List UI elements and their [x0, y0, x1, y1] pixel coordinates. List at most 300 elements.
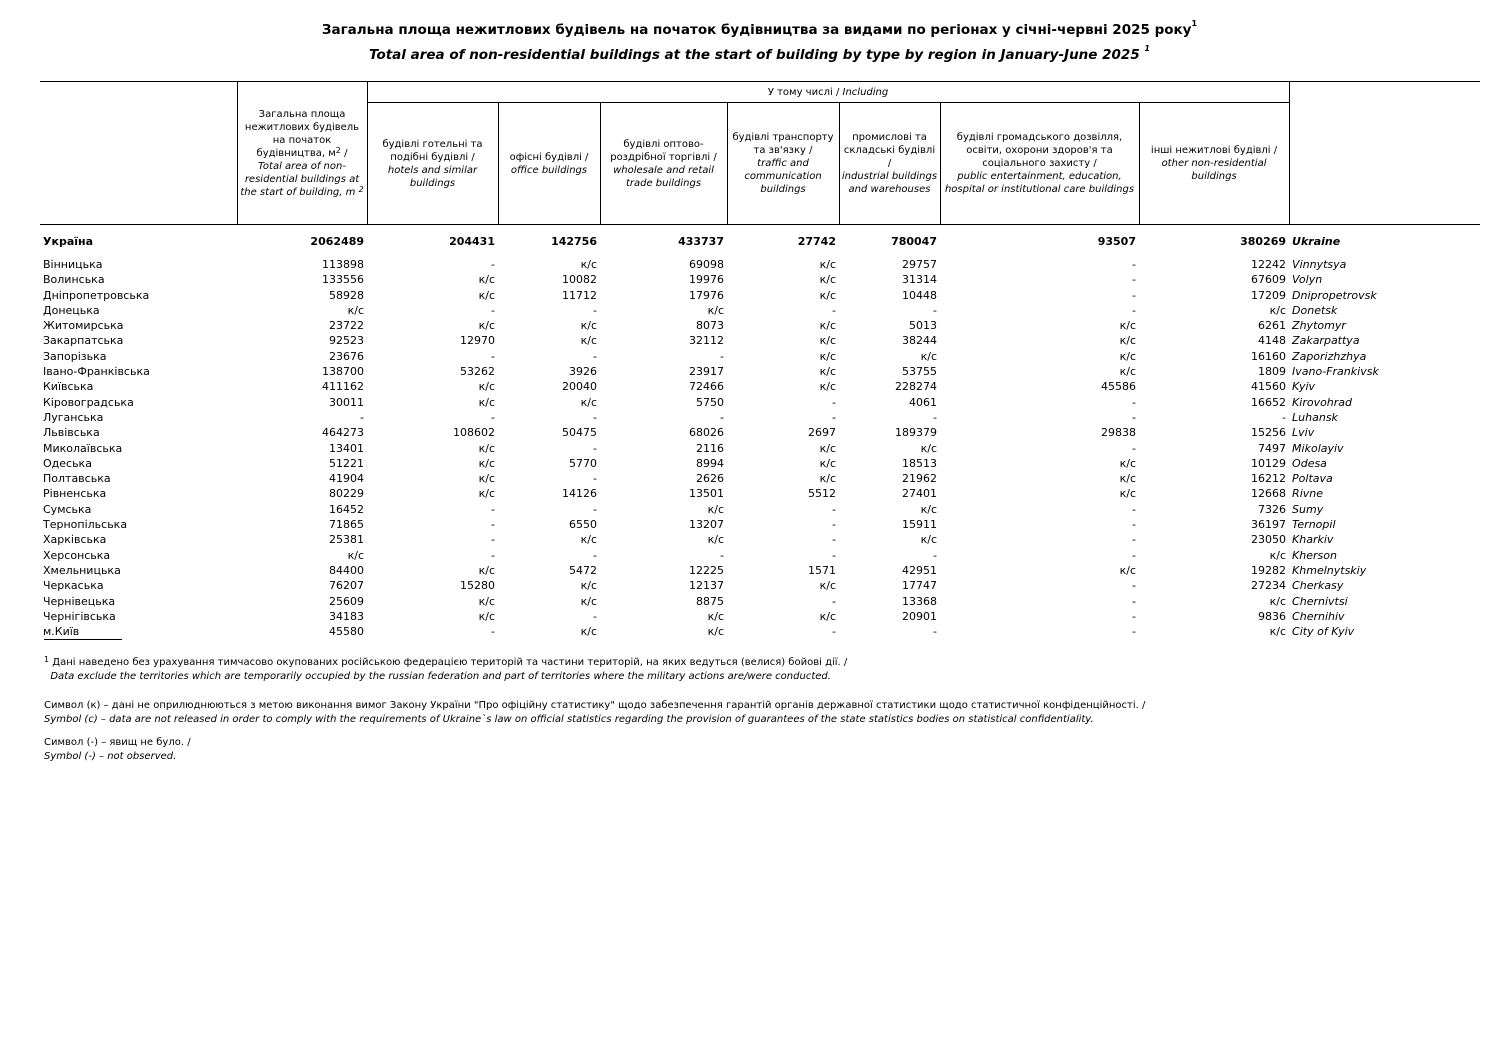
value-trade: 12225 [689, 563, 724, 577]
table-row [40, 318, 1480, 333]
value-transport: - [832, 502, 836, 516]
value-offices: 50475 [562, 426, 597, 440]
value-total: 41904 [329, 472, 364, 486]
region-name-en: Vinnytsya [1292, 258, 1347, 271]
header-region-blank [40, 82, 237, 225]
value-other: 23050 [1251, 533, 1287, 547]
value-other: 10129 [1251, 456, 1287, 470]
value-hotels: 53262 [460, 365, 495, 379]
table-row [40, 456, 1480, 471]
value-transport: к/с [819, 579, 836, 593]
value-offices: к/с [580, 395, 597, 409]
region-name: Закарпатська [43, 334, 124, 348]
value-hotels: - [491, 303, 495, 317]
region-name: Хмельницька [43, 563, 121, 577]
value-transport: к/с [819, 258, 836, 271]
value-total: 80229 [329, 487, 364, 501]
table-row [40, 333, 1480, 348]
table-row [40, 471, 1480, 486]
value-total: 25381 [329, 533, 364, 547]
value-public: 29838 [1101, 426, 1136, 440]
value-industrial: к/с [920, 533, 937, 547]
value-public: к/с [1119, 487, 1136, 501]
value-total: 23676 [329, 349, 364, 363]
value-public: - [1132, 303, 1136, 317]
value-other: к/с [1269, 625, 1287, 639]
value-trade: к/с [707, 502, 724, 516]
value-public: - [1132, 395, 1136, 409]
value-offices: к/с [580, 625, 597, 639]
value-hotels: 108602 [453, 426, 495, 440]
value-public: к/с [1119, 334, 1136, 348]
value-total: 2062489 [310, 235, 364, 248]
value-hotels: к/с [478, 472, 495, 486]
value-hotels: 12970 [460, 334, 495, 348]
header-trade: будівлі оптово-роздрібної торгівлі / wholesale and retail trade buildings [600, 103, 727, 225]
region-name-en: Lviv [1292, 426, 1315, 440]
table-row [40, 303, 1480, 318]
region-name-en: Zaporizhzhya [1292, 349, 1367, 363]
value-hotels: 15280 [460, 579, 495, 593]
value-industrial: 20901 [902, 609, 937, 623]
value-trade: 72466 [689, 380, 724, 394]
value-offices: к/с [580, 319, 597, 333]
value-trade: к/с [707, 303, 724, 317]
value-total: 138700 [322, 365, 364, 379]
region-name-en: City of Kyiv [1292, 625, 1355, 639]
value-offices: - [593, 441, 597, 455]
value-trade: 8073 [696, 319, 724, 333]
value-total: - [360, 410, 364, 424]
table-row [40, 395, 1480, 410]
value-industrial: 4061 [909, 395, 937, 409]
value-industrial: к/с [920, 441, 937, 455]
table-row [40, 257, 1480, 272]
value-trade: к/с [707, 533, 724, 547]
value-industrial: 31314 [902, 273, 937, 287]
table-row-total [40, 225, 1480, 254]
value-transport: к/с [819, 288, 836, 302]
value-total: к/с [347, 548, 364, 562]
value-total: 92523 [329, 334, 364, 348]
value-public: к/с [1119, 319, 1136, 333]
region-name-en: Zhytomyr [1292, 319, 1346, 333]
value-trade: 13207 [689, 518, 724, 532]
table-row [40, 364, 1480, 379]
value-transport: - [832, 625, 836, 639]
value-other: - [1282, 410, 1287, 424]
value-public: - [1132, 518, 1136, 532]
value-other: 380269 [1240, 235, 1287, 248]
region-name: Чернівецька [43, 594, 116, 608]
footnote-separator [44, 639, 122, 640]
value-trade: 8994 [696, 456, 724, 470]
value-industrial: - [933, 548, 937, 562]
value-public: - [1132, 609, 1136, 623]
table-row [40, 609, 1480, 624]
value-other: 4148 [1258, 334, 1287, 348]
region-name-en: Kherson [1292, 548, 1337, 562]
header-including: У тому числі / Including [367, 82, 1289, 103]
region-name-en: Zakarpattya [1292, 334, 1360, 348]
value-trade: к/с [707, 625, 724, 639]
region-name-en: Ivano-Frankivsk [1292, 365, 1379, 379]
value-offices: 20040 [562, 380, 597, 394]
value-transport: к/с [819, 456, 836, 470]
value-other: 7497 [1258, 441, 1287, 455]
region-name-en: Cherkasy [1292, 579, 1344, 593]
value-hotels: к/с [478, 395, 495, 409]
value-transport: 2697 [808, 426, 836, 440]
value-other: 41560 [1251, 380, 1287, 394]
value-trade: 23917 [689, 365, 724, 379]
footnote-territories: $^1$ Дані наведено без урахування тимчасово окупованих російською федерацією територій та частини територій, на яких ведуться (велися) бойові дії. / Data exclude the territories which are temporarily occupied by the russian federation and part of territories where the military actions are/were conducted. [44, 655, 848, 682]
value-industrial: 38244 [902, 334, 937, 348]
value-transport: 27742 [797, 235, 836, 248]
table-row [40, 349, 1480, 364]
value-offices: - [593, 609, 597, 623]
table-row [40, 594, 1480, 609]
region-name: Тернопільська [43, 518, 128, 532]
value-hotels: - [491, 502, 495, 516]
value-industrial: к/с [920, 502, 937, 516]
header-public: будівлі громадського дозвілля, освіти, охорони здоров'я та соціального захисту / public entertainment, education, hospital or institutional care buildings [940, 103, 1139, 225]
value-transport: 5512 [808, 487, 836, 501]
table-row [40, 272, 1480, 287]
value-total: 23722 [329, 319, 364, 333]
value-industrial: 10448 [902, 288, 937, 302]
value-industrial: 21962 [902, 472, 937, 486]
region-name-en: Dnipropetrovsk [1292, 288, 1377, 302]
region-name-en: Rivne [1292, 487, 1323, 501]
table-row [40, 578, 1480, 593]
value-offices: к/с [580, 334, 597, 348]
value-offices: 14126 [562, 487, 597, 501]
value-public: - [1132, 579, 1136, 593]
value-other: 19282 [1251, 563, 1287, 577]
region-name: Черкаська [43, 579, 104, 593]
table-row [40, 548, 1480, 563]
value-offices: 11712 [562, 288, 597, 302]
value-offices: - [593, 349, 597, 363]
value-trade: 69098 [689, 258, 724, 271]
value-transport: к/с [819, 365, 836, 379]
value-industrial: 13368 [902, 594, 937, 608]
value-trade: 2626 [696, 472, 724, 486]
region-name-en: Kirovohrad [1292, 395, 1353, 409]
region-name-en: Kharkiv [1292, 533, 1334, 547]
value-total: к/с [347, 303, 364, 317]
value-offices: к/с [580, 594, 597, 608]
table-row [40, 486, 1480, 501]
value-transport: к/с [819, 273, 836, 287]
value-offices: - [593, 548, 597, 562]
region-name: Львівська [43, 426, 100, 440]
table-row [40, 532, 1480, 547]
value-total: 16452 [329, 502, 364, 516]
region-name-en: Sumy [1292, 502, 1324, 516]
value-transport: к/с [819, 609, 836, 623]
region-name: Сумська [43, 502, 92, 516]
header-other: інші нежитлові будівлі / other non-residential buildings [1139, 103, 1289, 225]
value-hotels: - [491, 258, 495, 271]
value-hotels: - [491, 548, 495, 562]
value-public: - [1132, 288, 1136, 302]
value-public: - [1132, 548, 1136, 562]
region-name: Миколаївська [43, 441, 123, 455]
region-name-en: Donetsk [1292, 303, 1338, 317]
value-public: 45586 [1101, 380, 1136, 394]
region-name: Дніпропетровська [43, 288, 150, 302]
region-name: Рівненська [43, 487, 107, 501]
value-transport: к/с [819, 319, 836, 333]
value-offices: к/с [580, 258, 597, 271]
region-name: Луганська [43, 410, 104, 424]
value-other: 9836 [1258, 609, 1287, 623]
value-hotels: к/с [478, 319, 495, 333]
region-name-en: Chernihiv [1292, 609, 1345, 623]
region-name-en: Odesa [1292, 456, 1327, 470]
value-trade: 433737 [678, 235, 724, 248]
value-trade: 32112 [689, 334, 724, 348]
value-industrial: 5013 [909, 319, 937, 333]
value-offices: 10082 [562, 273, 597, 287]
value-public: 93507 [1097, 235, 1136, 248]
value-industrial: - [933, 625, 937, 639]
value-total: 464273 [322, 426, 364, 440]
header-region-en-blank [1289, 82, 1480, 225]
table-row [40, 410, 1480, 425]
value-transport: к/с [819, 334, 836, 348]
value-other: 16212 [1251, 472, 1287, 486]
value-offices: - [593, 303, 597, 317]
region-name-en: Ternopil [1292, 518, 1336, 532]
value-public: - [1132, 533, 1136, 547]
value-offices: 6550 [569, 518, 597, 532]
value-total: 133556 [322, 273, 364, 287]
value-transport: - [832, 594, 836, 608]
value-public: - [1132, 625, 1136, 639]
value-trade: 19976 [689, 273, 724, 287]
value-total: 34183 [329, 609, 364, 623]
region-name: Донецька [43, 303, 100, 317]
value-hotels: 204431 [449, 235, 495, 248]
value-industrial: 17747 [902, 579, 937, 593]
value-other: 16652 [1251, 395, 1287, 409]
header-industrial: промислові та складські будівлі / industrial buildings and warehouses [839, 103, 940, 225]
value-hotels: к/с [478, 563, 495, 577]
value-trade: 5750 [696, 395, 724, 409]
value-total: 13401 [329, 441, 364, 455]
region-name: Україна [43, 235, 94, 248]
value-industrial: 29757 [902, 258, 937, 271]
value-public: - [1132, 594, 1136, 608]
value-total: 76207 [329, 579, 364, 593]
value-hotels: - [491, 518, 495, 532]
value-public: - [1132, 502, 1136, 516]
region-name-en: Mikolayiv [1292, 441, 1344, 455]
value-trade: - [720, 410, 724, 424]
value-transport: - [832, 410, 836, 424]
region-name: Запорізька [43, 349, 107, 363]
value-total: 113898 [322, 258, 364, 271]
value-offices: 5472 [569, 563, 597, 577]
value-transport: - [832, 548, 836, 562]
value-industrial: 780047 [891, 235, 937, 248]
value-hotels: к/с [478, 594, 495, 608]
region-name: м.Київ [43, 625, 80, 639]
value-public: к/с [1119, 349, 1136, 363]
value-public: к/с [1119, 563, 1136, 577]
footnote-not-observed: Символ (-) – явищ не було. / Symbol (-) – not observed. [44, 737, 191, 762]
value-offices: - [593, 472, 597, 486]
header-offices: офісні будівлі / office buildings [498, 103, 600, 225]
value-hotels: - [491, 410, 495, 424]
value-industrial: к/с [920, 349, 937, 363]
region-name-en: Khmelnytskiy [1292, 563, 1367, 577]
region-name-en: Chernivtsi [1292, 594, 1348, 608]
value-industrial: 228274 [895, 380, 937, 394]
value-industrial: 42951 [902, 563, 937, 577]
value-other: 6261 [1258, 319, 1287, 333]
value-total: 411162 [322, 380, 364, 394]
value-transport: 1571 [808, 563, 836, 577]
region-name: Харківська [43, 533, 107, 547]
value-trade: к/с [707, 609, 724, 623]
title-ukrainian: Загальна площа нежитлових будівель на початок будівництва за видами по регіонах у січні-червні 2025 року$^1$ [321, 19, 1198, 38]
value-offices: к/с [580, 579, 597, 593]
value-other: к/с [1269, 594, 1287, 608]
region-name: Волинська [43, 273, 105, 287]
value-other: 16160 [1251, 349, 1287, 363]
value-public: - [1132, 410, 1136, 424]
value-total: 84400 [329, 563, 364, 577]
value-trade: 13501 [689, 487, 724, 501]
value-total: 58928 [329, 288, 364, 302]
data-table [40, 81, 1480, 639]
region-name-en: Ukraine [1292, 235, 1341, 248]
table-row [40, 517, 1480, 532]
value-public: - [1132, 258, 1136, 271]
value-offices: к/с [580, 533, 597, 547]
value-industrial: 15911 [902, 518, 937, 532]
value-other: 7326 [1258, 502, 1287, 516]
value-transport: - [832, 518, 836, 532]
value-other: 36197 [1251, 518, 1287, 532]
value-transport: к/с [819, 349, 836, 363]
value-hotels: - [491, 349, 495, 363]
value-other: к/с [1269, 303, 1287, 317]
value-other: 67609 [1251, 273, 1287, 287]
footnote-confidential: Символ (к) – дані не оприлюднюються з метою виконання вимог Закону України "Про офіційну статистику" щодо забезпечення гарантій органів державної статистики щодо статистичної конфіденційності. / Symbol (c) – data are not released in order to comply with the requirements of Ukraine`s law on official statistics regarding the provision of guarantees of the state statistics bodies on statistical confidentiality. [44, 700, 1146, 725]
value-other: 17209 [1251, 288, 1287, 302]
value-trade: 17976 [689, 288, 724, 302]
value-other: 27234 [1251, 579, 1287, 593]
value-industrial: 18513 [902, 456, 937, 470]
value-transport: к/с [819, 380, 836, 394]
table-row [40, 502, 1480, 517]
value-offices: 5770 [569, 456, 597, 470]
value-other: 12242 [1251, 258, 1287, 271]
region-name-en: Luhansk [1292, 410, 1338, 424]
value-public: - [1132, 273, 1136, 287]
region-name-en: Kyiv [1292, 380, 1316, 394]
value-transport: - [832, 533, 836, 547]
table-row [40, 441, 1480, 456]
value-public: - [1132, 441, 1136, 455]
value-industrial: 189379 [895, 426, 937, 440]
value-hotels: к/с [478, 288, 495, 302]
value-trade: 12137 [689, 579, 724, 593]
value-hotels: к/с [478, 456, 495, 470]
header-hotels: будівлі готельні та подібні будівлі / hotels and similar buildings [367, 103, 498, 225]
value-total: 25609 [329, 594, 364, 608]
value-public: к/с [1119, 472, 1136, 486]
region-name-en: Poltava [1292, 472, 1333, 486]
table-body [40, 225, 1480, 640]
table-row [40, 379, 1480, 394]
header-total-area: Загальна площа нежитлових будівель на початок будівництва, $м^2$ / Total area of non-residential buildings at the start of building, m $^2$ [237, 82, 367, 225]
value-transport: к/с [819, 441, 836, 455]
value-hotels: к/с [478, 380, 495, 394]
value-offices: 142756 [551, 235, 597, 248]
value-hotels: к/с [478, 441, 495, 455]
value-trade: 8875 [696, 594, 724, 608]
value-total: 71865 [329, 518, 364, 532]
value-total: 51221 [329, 456, 364, 470]
region-name: Одеська [43, 456, 92, 470]
value-transport: - [832, 395, 836, 409]
region-name: Київська [43, 380, 94, 394]
value-hotels: к/с [478, 609, 495, 623]
value-hotels: к/с [478, 487, 495, 501]
value-hotels: - [491, 625, 495, 639]
value-total: 30011 [329, 395, 364, 409]
value-other: к/с [1269, 548, 1287, 562]
value-industrial: 53755 [902, 365, 937, 379]
value-public: к/с [1119, 365, 1136, 379]
value-total: 45580 [329, 625, 364, 639]
region-name: Полтавська [43, 472, 111, 486]
table-row [40, 425, 1480, 440]
region-name: Житомирська [43, 319, 124, 333]
value-offices: 3926 [569, 365, 597, 379]
region-name: Івано-Франківська [43, 365, 150, 379]
table-row [40, 624, 1480, 639]
value-other: 15256 [1251, 426, 1287, 440]
value-offices: - [593, 502, 597, 516]
region-name-en: Volyn [1292, 273, 1323, 287]
title-english: Total area of non-residential buildings at the start of building by type by region in January-June 2025 $^1$ [368, 44, 1150, 63]
value-trade: 2116 [696, 441, 724, 455]
region-name: Вінницька [43, 258, 103, 271]
value-trade: - [720, 349, 724, 363]
value-industrial: - [933, 303, 937, 317]
value-other: 1809 [1258, 365, 1287, 379]
value-industrial: - [933, 410, 937, 424]
value-hotels: - [491, 533, 495, 547]
value-trade: 68026 [689, 426, 724, 440]
value-other: 12668 [1251, 487, 1287, 501]
region-name: Кіровоградська [43, 395, 134, 409]
value-offices: - [593, 410, 597, 424]
table-row [40, 563, 1480, 578]
region-name: Чернігівська [43, 609, 116, 623]
value-trade: - [720, 548, 724, 562]
value-public: к/с [1119, 456, 1136, 470]
value-transport: - [832, 303, 836, 317]
value-industrial: 27401 [902, 487, 937, 501]
